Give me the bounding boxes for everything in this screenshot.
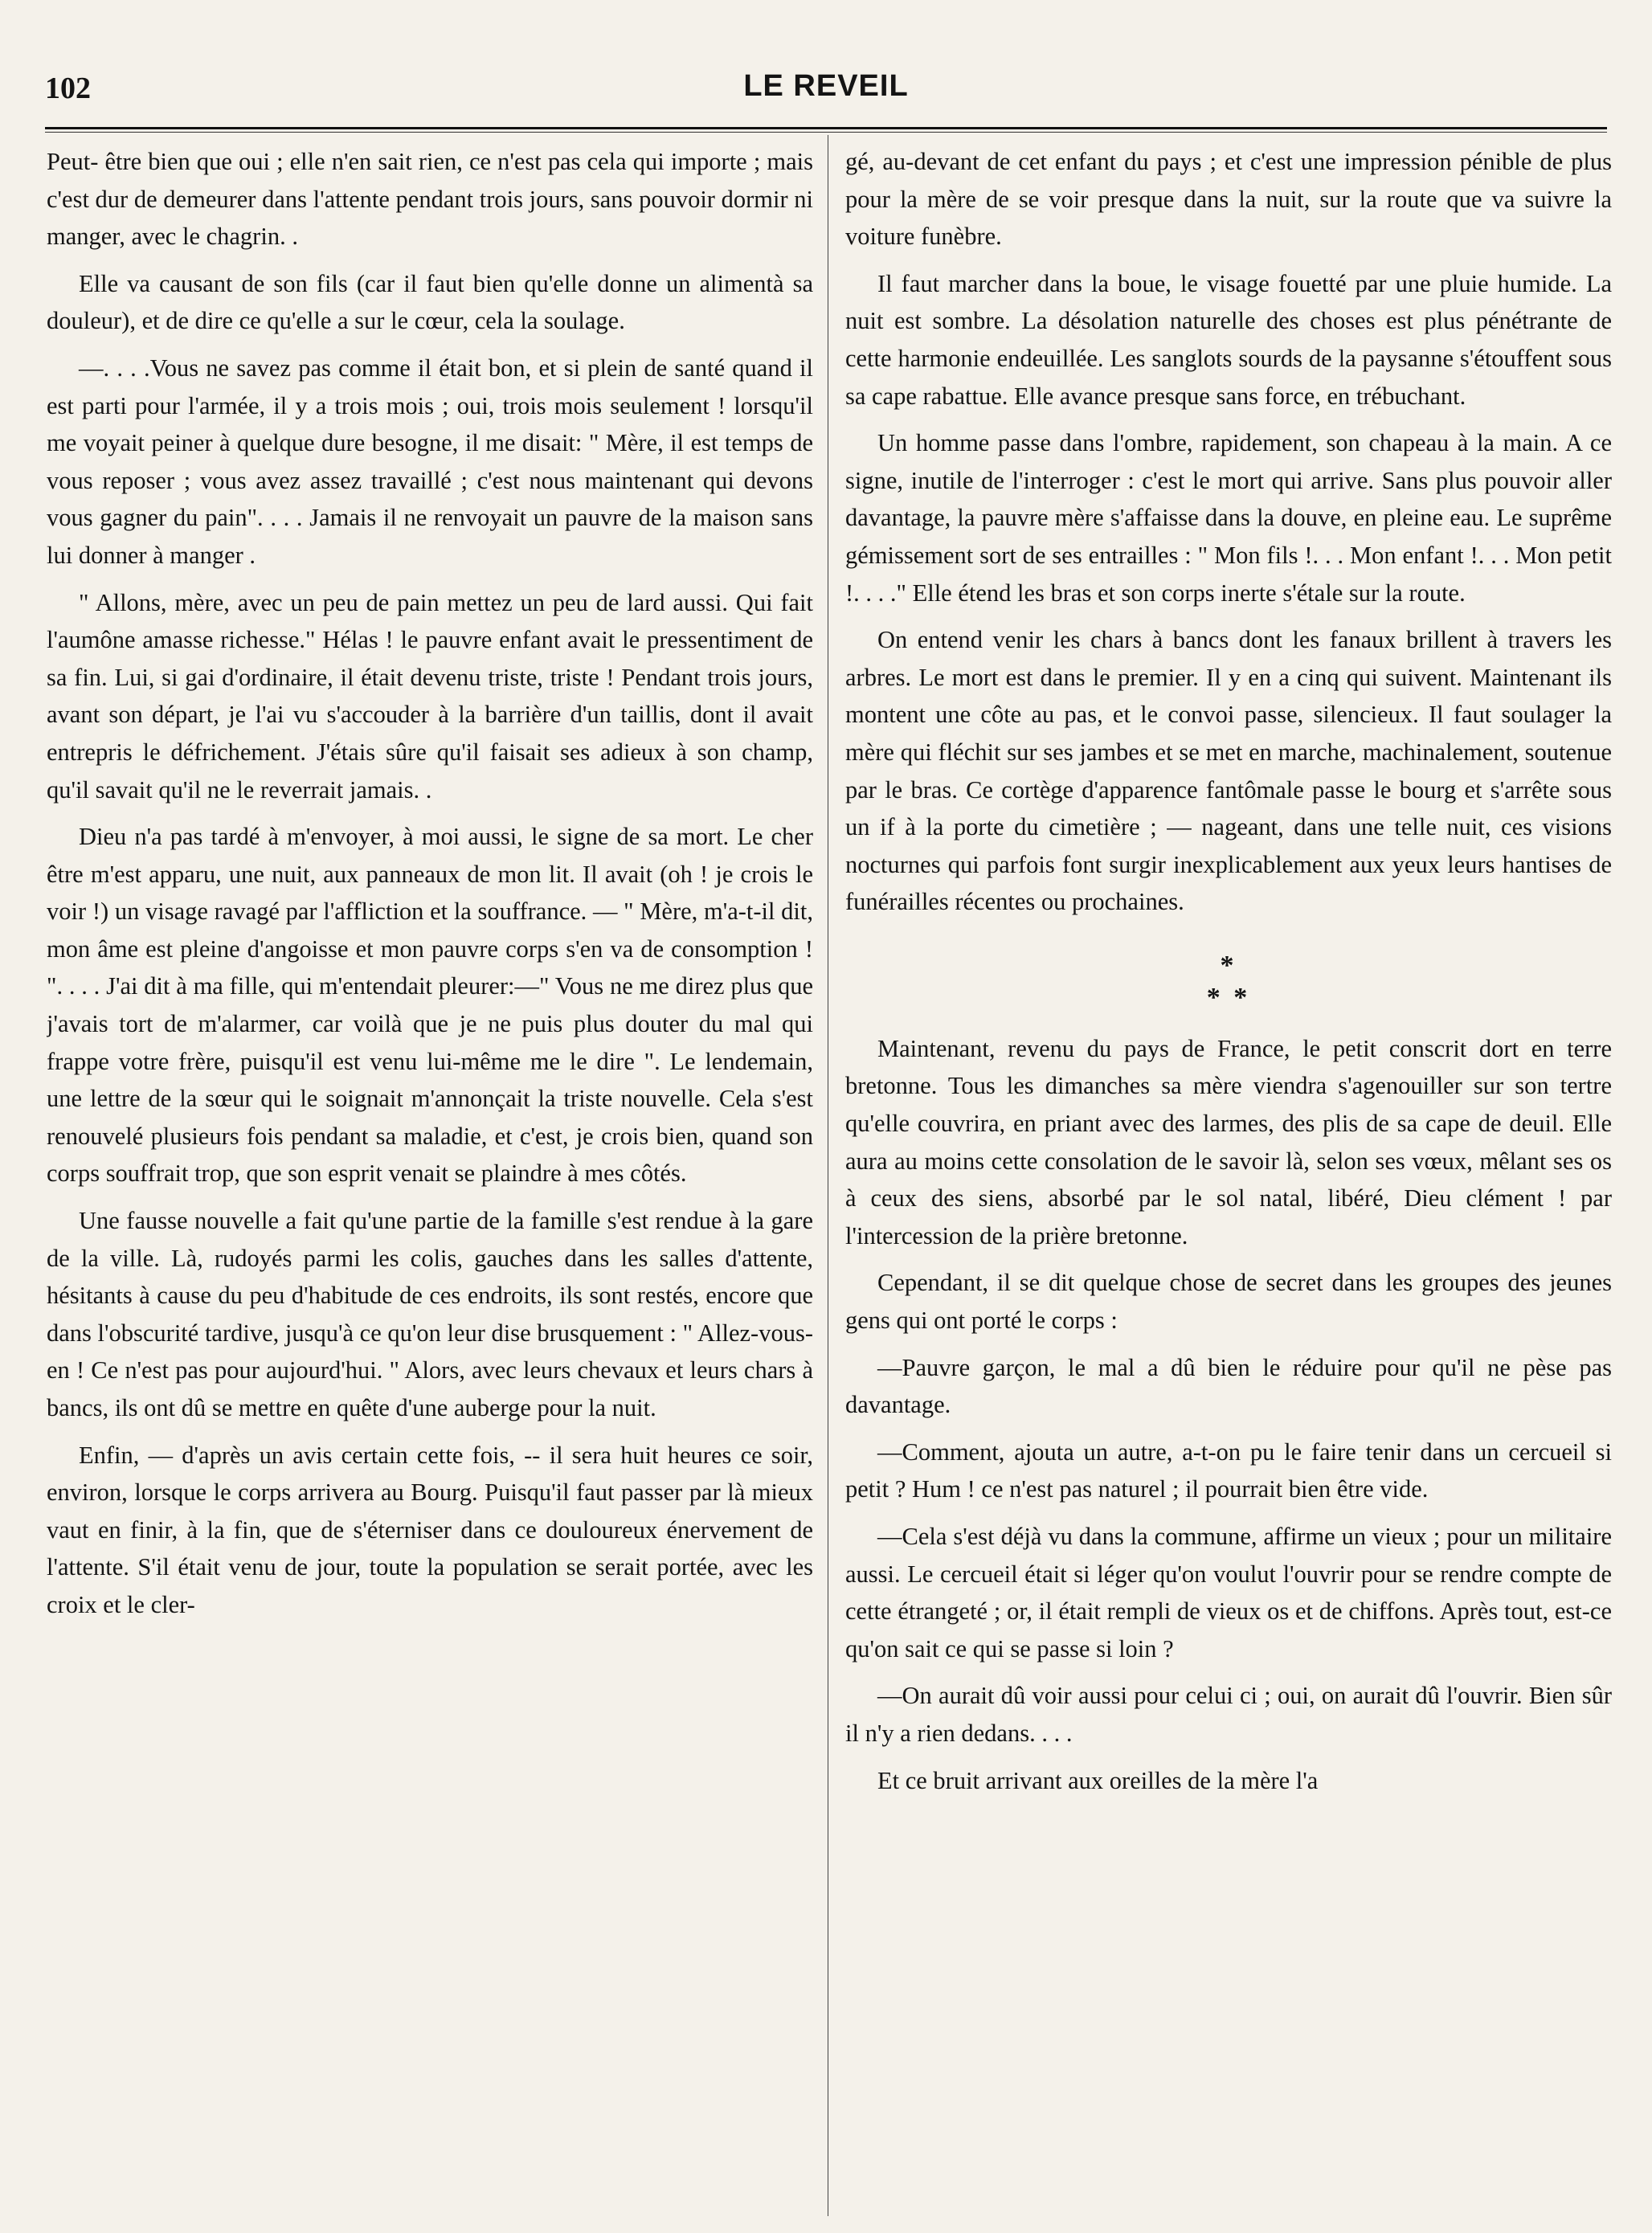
dialogue-line: —On aurait dû voir aussi pour celui ci ; oui, on aurait dû l'ouvrir. Bien sûr il n'y a rien dedans. . . .: [845, 1682, 1612, 1747]
paragraph: Enfin, — d'après un avis certain cette fois, -- il sera huit heures ce soir, environ, lorsque le corps arrivera au Bourg. Puisqu'il faut passer par là mieux vaut en finir, à la fin, que de s'éterniser dans ce douloureux énervement de l'attente. S'il était venu de jour, toute la population se serait portée, avec les croix et le cler-: [47, 1441, 813, 1618]
journal-title: LE REVEIL: [743, 69, 909, 103]
asterisk: *: [1220, 950, 1237, 980]
asterisk: *: [1233, 982, 1251, 1012]
asterisk: *: [1206, 982, 1224, 1012]
page-number: 102: [45, 72, 91, 105]
paragraph: Un homme passe dans l'ombre, rapidement, son chapeau à la main. A ce signe, inutile de l'interroger : c'est le mort qui arrive. Sans plus pouvoir aller davantage, la pauvre mère s'affaisse dans la douve, en pleine eau. Le suprême gémissement sort de ses entrailles : " Mon fils !. . . Mon enfant !. . . Mon petit !. . . ." Elle étend les bras et son corps inerte s'étale sur la route.: [845, 429, 1612, 607]
dialogue-line: —Cela s'est déjà vu dans la commune, affirme un vieux ; pour un militaire aussi. Le cercueil était si léger qu'on voulut l'ouvrir pour se rendre compte de cette étrangeté ; or, il était rempli de vieux os et de chiffons. Après tout, est-ce qu'on sait ce qui se passe si loin ?: [845, 1523, 1612, 1662]
paragraph: Et ce bruit arrivant aux oreilles de la mère l'a: [877, 1766, 1319, 1794]
section-separator-asterism: [845, 950, 1612, 1014]
paragraph: Cependant, il se dit quelque chose de secret dans les groupes des jeunes gens qui ont porté le corps :: [845, 1269, 1612, 1335]
paragraph: Elle va causant de son fils (car il faut bien qu'elle donne un alimentà sa douleur), et de dire ce qu'elle a sur le cœur, cela la soulage.: [47, 269, 813, 335]
dialogue-line: —Pauvre garçon, le mal a dû bien le réduire pour qu'il ne pèse pas davantage.: [845, 1353, 1612, 1419]
left-column: [47, 143, 813, 2216]
paragraph: —. . . .Vous ne savez pas comme il était bon, et si plein de santé quand il est parti pour l'armée, il y a trois mois ; oui, trois mois seulement ! lorsqu'il me voyait peiner à quelque dure besogne, il me disait: " Mère, il est temps de vous reposer ; vous avez assez travaillé ; c'est nous maintenant qui devons vous gagner du pain". . . . Jamais il ne renvoyait un pauvre de la maison sans lui donner à manger .: [47, 354, 813, 569]
paragraph: Une fausse nouvelle a fait qu'une partie de la famille s'est rendue à la gare de la ville. Là, rudoyés parmi les colis, gauches dans les salles d'attente, hésitants à cause du peu d'habitude de ces endroits, ils sont restés, encore que dans l'obscurité tardive, jusqu'à ce qu'on leur dise brusquement : " Allez-vous-en ! Ce n'est pas pour aujourd'hui. " Alors, avec leurs chevaux et leurs chars à bancs, ils ont dû se mettre en quête d'une auberge pour la nuit.: [47, 1207, 813, 1421]
paragraph: Il faut marcher dans la boue, le visage fouetté par une pluie humide. La nuit est sombre. La désolation naturelle des choses est plus pénétrante de cette harmonie endeuillée. Les sanglots sourds de la paysanne s'étouffent sous sa cape rabattue. Elle avance presque sans force, en trébuchant.: [845, 269, 1612, 410]
dialogue-line: —Comment, ajouta un autre, a-t-on pu le faire tenir dans un cercueil si petit ? Hum ! ce n'est pas naturel ; il pourrait bien être vide.: [845, 1438, 1612, 1503]
paragraph: Peut- être bien que oui ; elle n'en sait rien, ce n'est pas cela qui importe ; mais c'est dur de demeurer dans l'attente pendant trois jours, sans pouvoir dormir ni manger, avec le chagrin. .: [47, 148, 813, 251]
paragraph: gé, au-devant de cet enfant du pays ; et c'est une impression pénible de plus pour la mère de se voir presque dans la nuit, sur la route que va suivre la voiture funèbre.: [845, 148, 1612, 251]
header-rule-thin: [45, 132, 1607, 133]
header-rule: [45, 127, 1607, 129]
paragraph: Dieu n'a pas tardé à m'envoyer, à moi aussi, le signe de sa mort. Le cher être m'est apparu, une nuit, aux panneaux de mon lit. Il avait (oh ! je crois le voir !) un visage ravagé par l'affliction et la souffrance. — " Mère, m'a-t-il dit, mon âme est pleine d'angoisse et mon pauvre corps s'en va de consomption ! ". . . . J'ai dit à ma fille, qui m'entendait pleurer:—" Vous ne me direz plus que j'avais tort de m'alarmer, car voilà que je ne puis plus douter du mal qui frappe votre frère, puisqu'il est venu lui-même me le dire ". Le lendemain, une lettre de la sœur qui le soignait m'annonçait la triste nouvelle. Cela s'est renouvelé plusieurs fois pendant sa maladie, et c'est, je crois bien, quand son corps souffrait trop, que son esprit venait se plaindre à mes côtés.: [47, 823, 813, 1188]
page-header: [45, 66, 1607, 114]
right-column: [845, 143, 1612, 2216]
paragraph: " Allons, mère, avec un peu de pain mettez un peu de lard aussi. Qui fait l'aumône amasse richesse." Hélas ! le pauvre enfant avait le pressentiment de sa fin. Lui, si gai d'ordinaire, il était devenu triste, triste ! Pendant trois jours, avant son départ, je l'ai vu s'accouder à la barrière d'un taillis, dont il avait entrepris le défrichement. J'étais sûre qu'il faisait ses adieux à son champ, qu'il savait qu'il ne le reverrait jamais. .: [47, 588, 813, 804]
paragraph: Maintenant, revenu du pays de France, le petit conscrit dort en terre bretonne. Tous les dimanches sa mère viendra s'agenouiller sur son tertre qu'elle couvrira, en priant avec des larmes, des plis de sa cape de deuil. Elle aura au moins cette consolation de le savoir là, selon ses vœux, mêlant ses os à ceux des siens, absorbé par le sol natal, libéré, Dieu clément ! par l'intercession de la prière bretonne.: [845, 1034, 1612, 1249]
paragraph: On entend venir les chars à bancs dont les fanaux brillent à travers les arbres. Le mort est dans le premier. Il y en a cinq qui suivent. Maintenant ils montent une côte au pas, et le convoi passe, silencieux. Il faut soulager la mère qui fléchit sur ses jambes et se met en marche, machinalement, soutenue par le bras. Ce cortège d'apparence fantômale passe le bourg et s'arrête sous un if à la porte du cimetière ; — nageant, dans une telle nuit, ces visions nocturnes qui parfois font surgir inexplicablement aux yeux leurs hantises de funérailles récentes ou prochaines.: [845, 626, 1612, 916]
